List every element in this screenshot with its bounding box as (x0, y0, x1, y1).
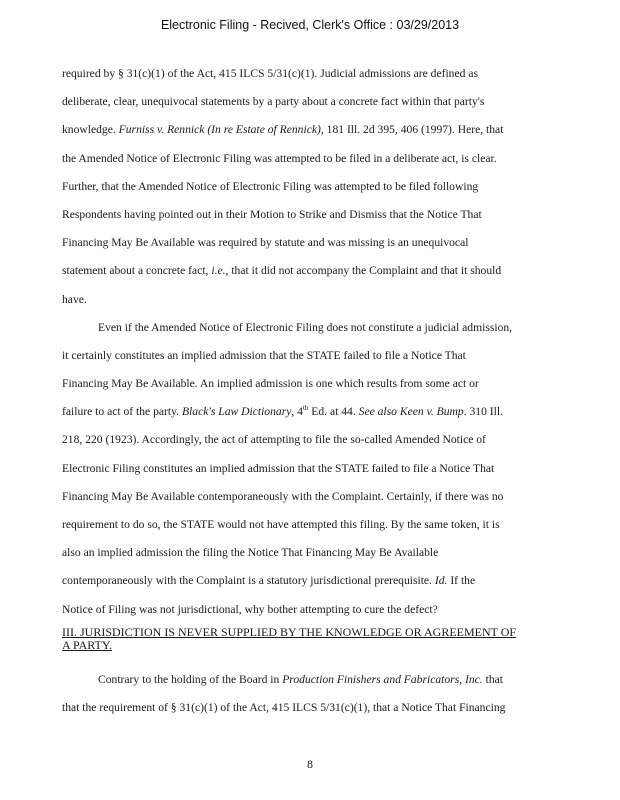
citation-italic: See also Keen v. Bump (358, 405, 464, 419)
text-segment: required by § 31(c)(1) of the Act, 415 ILCS 5/31(c)(1). Judicial admissions are defined as (62, 67, 478, 80)
text-line (62, 201, 540, 229)
text-segment: If the (447, 574, 476, 588)
text-line (62, 567, 540, 595)
text-line (62, 426, 540, 454)
text-segment: , 181 Ill. 2d 395, 406 (1997). Here, that (320, 123, 504, 137)
text-segment: Ed. at 44. (308, 405, 359, 419)
text-line (62, 539, 540, 567)
text-segment: 218, 220 (1923). Accordingly, the act of attempting to file the so-called Amended Notice of (62, 433, 486, 447)
text-segment: have. (62, 292, 87, 306)
text-segment: that (482, 672, 503, 686)
text-line (62, 286, 540, 314)
text-line (62, 694, 540, 722)
section-heading-line: A PARTY. (62, 637, 112, 652)
text-line (62, 511, 540, 539)
section-heading (62, 626, 540, 652)
text-segment: Respondents having pointed out in their Motion to Strike and Dismiss that the Notice That (62, 207, 482, 221)
text-line (62, 455, 540, 483)
text-segment: Financing May Be Available contemporaneously with the Complaint. Certainly, if there was no (62, 489, 504, 503)
text-line (62, 88, 540, 116)
text-segment: requirement to do so, the STATE would not have attempted this filing. By the same token, it is (62, 518, 500, 531)
text-segment: Further, that the Amended Notice of Electronic Filing was attempted to be filed following (62, 179, 479, 193)
text-segment: , 4 (291, 405, 303, 419)
text-line (62, 596, 540, 624)
text-segment: . 310 Ill. (463, 405, 503, 419)
text-segment: Electronic Filing constitutes an implied admission that the STATE failed to file a Notice That (62, 461, 495, 475)
citation-italic: Id. (434, 574, 448, 588)
citation-italic: Production Finishers and Fabricators, Inc. (282, 672, 483, 686)
text-segment: Contrary to the holding of the Board in (98, 672, 283, 686)
text-line (62, 666, 540, 694)
citation-italic: Furniss v. Rennick (In re Estate of Rennick) (118, 123, 321, 137)
paragraph-block (62, 666, 540, 722)
text-line (62, 370, 540, 398)
text-segment: deliberate, clear, unequivocal statements by a party about a concrete fact within that party's (62, 95, 485, 109)
text-segment: statement about a concrete fact, (62, 264, 212, 278)
text-segment: it certainly constitutes an implied admission that the STATE failed to file a Notice That (62, 348, 466, 362)
text-line (62, 173, 540, 201)
text-segment: that it did not accompany the Complaint and that it should (228, 264, 502, 278)
text-segment: Even if the Amended Notice of Electronic Filing does not constitute a judicial admission, (98, 320, 513, 334)
text-line (62, 314, 540, 342)
filing-stamp-header: Electronic Filing - Recived, Clerk's Office : 03/29/2013 (160, 18, 460, 32)
paragraph-block (62, 60, 540, 624)
text-segment: contemporaneously with the Complaint is a statutory jurisdictional prerequisite. (62, 574, 435, 588)
text-segment: the Amended Notice of Electronic Filing was attempted to be filed in a deliberate act, is clear. (62, 151, 497, 165)
text-line (62, 483, 540, 511)
text-line (62, 145, 540, 173)
citation-italic: i.e., (211, 264, 229, 278)
text-line (62, 342, 540, 370)
text-segment: Notice of Filing was not jurisdictional, why bother attempting to cure the defect? (62, 602, 438, 616)
page-number: 8 (307, 757, 313, 771)
text-segment: also an implied admission the filing the Notice That Financing May Be Available (62, 546, 439, 560)
text-line (62, 229, 540, 257)
text-segment: failure to act of the party. (62, 405, 182, 419)
text-segment: that the requirement of § 31(c)(1) of the Act, 415 ILCS 5/31(c)(1), that a Notice That Financing (62, 700, 506, 714)
text-line (62, 257, 540, 285)
section-heading-line: III. JURISDICTION IS NEVER SUPPLIED BY THE KNOWLEDGE OR AGREEMENT OF (62, 624, 517, 639)
text-line (62, 60, 540, 88)
document-body (62, 60, 540, 722)
text-line (62, 116, 540, 144)
text-line (62, 398, 540, 426)
text-segment: knowledge. (62, 123, 119, 137)
text-segment: Financing May Be Available was required by statute and was missing is an unequivocal (62, 236, 469, 250)
citation-italic: Black's Law Dictionary (181, 405, 292, 419)
text-segment: Financing May Be Available. An implied admission is one which results from some act or (62, 377, 479, 391)
superscript: th (302, 404, 309, 413)
